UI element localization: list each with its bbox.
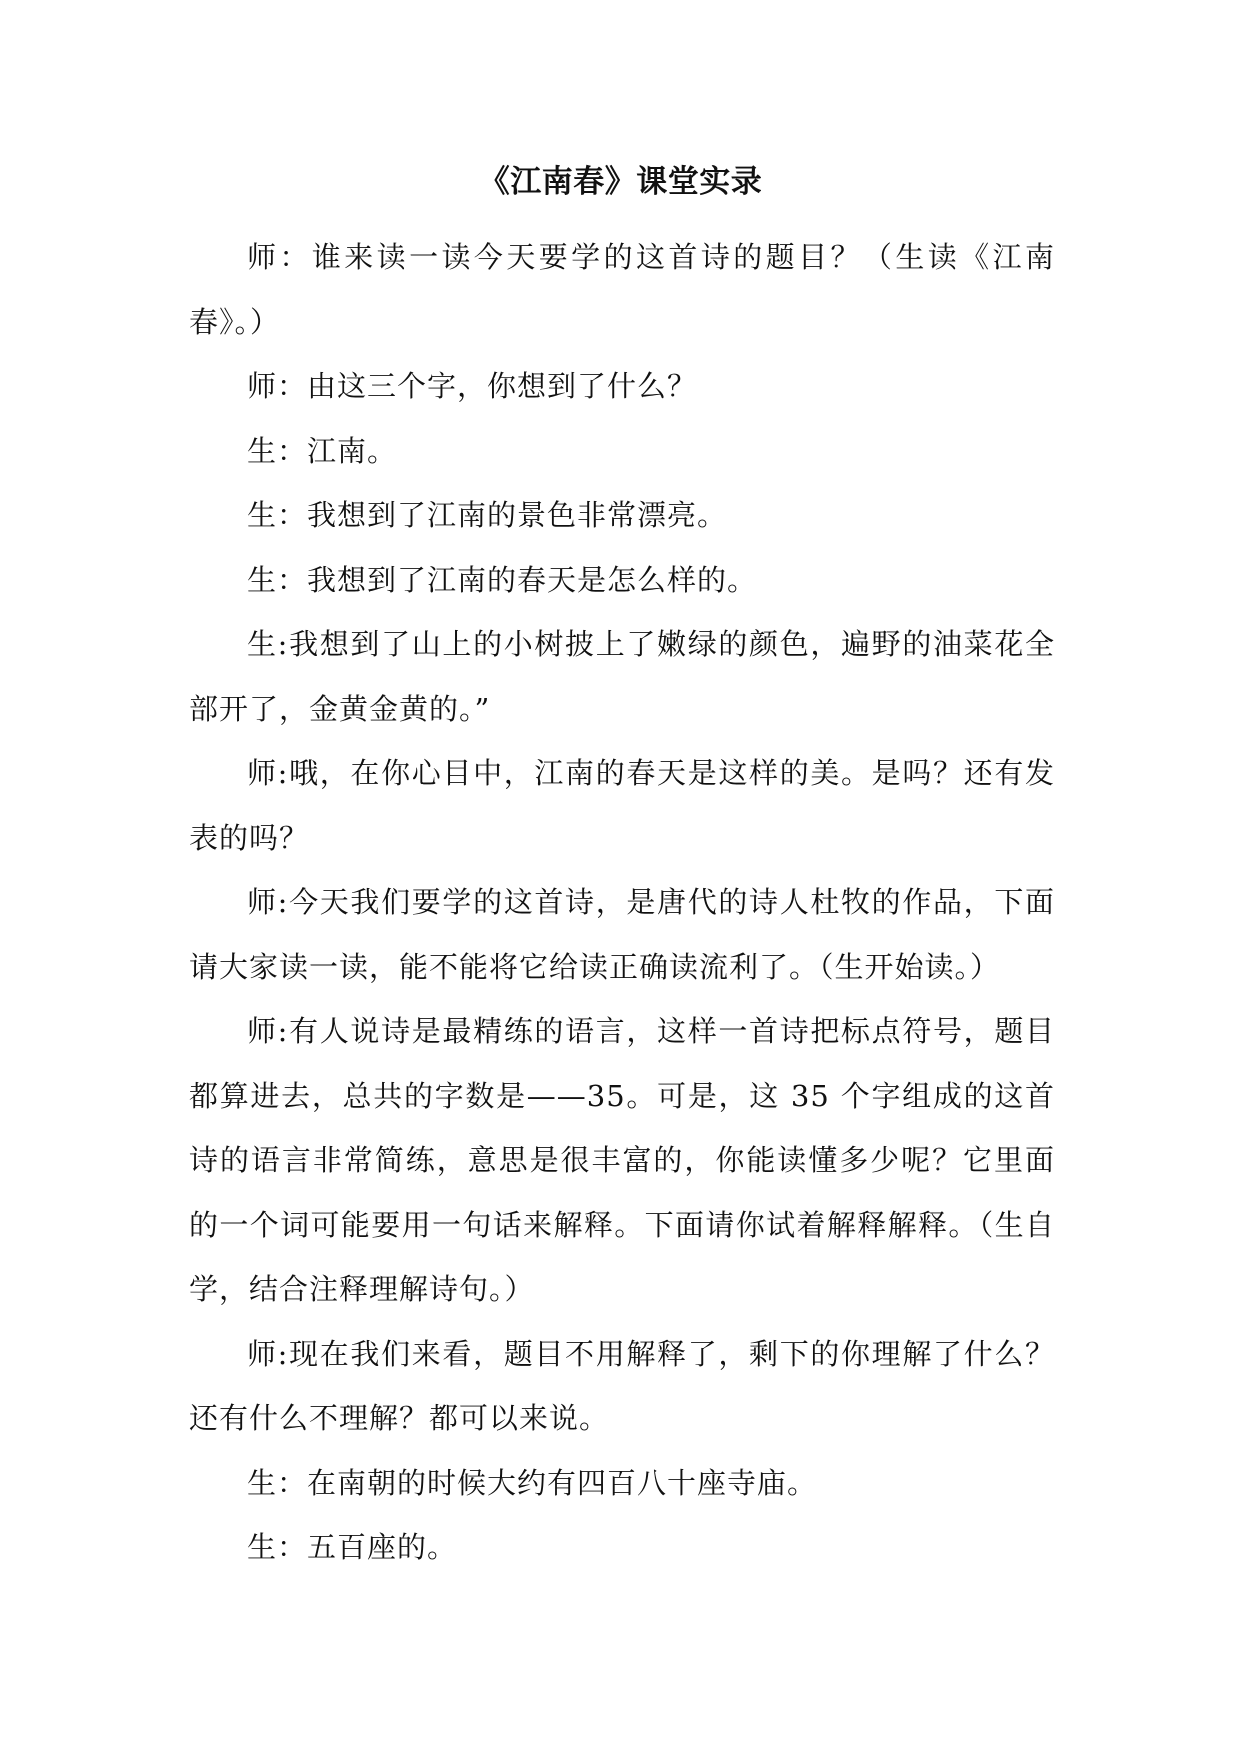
paragraph: 生：我想到了江南的景色非常漂亮。 bbox=[247, 498, 728, 532]
document-body bbox=[189, 225, 1055, 1580]
document-title: 《江南春》课堂实录 bbox=[478, 164, 763, 200]
paragraph: 师：谁来读一读今天要学的这首诗的题目？（生读《江南春》。） bbox=[189, 240, 1055, 339]
paragraph: 师:现在我们来看，题目不用解释了，剩下的你理解了什么？还有什么不理解？都可以来说。 bbox=[189, 1336, 1055, 1435]
paragraph: 生：五百座的。 bbox=[247, 1530, 458, 1564]
paragraph: 生：在南朝的时候大约有四百八十座寺庙。 bbox=[247, 1465, 818, 1500]
paragraph: 师:有人说诗是最精练的语言，这样一首诗把标点符号，题目都算进去，总共的字数是——35。可是，这 35 个字组成的这首诗的语言非常简练，意思是很丰富的，你能读懂多少呢？它里面的一个词可能要用一句话来解释。下面请你试着解释解释。（生自学，结合注释理解诗句。） bbox=[189, 1014, 1055, 1306]
paragraph: 师:哦，在你心目中，江南的春天是这样的美。是吗？还有发表的吗？ bbox=[189, 756, 1055, 855]
paragraph: 生：江南。 bbox=[247, 433, 398, 468]
paragraph: 生:我想到了山上的小树披上了嫩绿的颜色，遍野的油菜花全部开了，金黄金黄的。” bbox=[189, 627, 1055, 726]
paragraph: 生：我想到了江南的春天是怎么样的。 bbox=[247, 562, 758, 597]
paragraph: 师:今天我们要学的这首诗，是唐代的诗人杜牧的作品，下面请大家读一读，能不能将它给读正确读流利了。（生开始读。） bbox=[189, 885, 1055, 984]
paragraph: 师：由这三个字，你想到了什么？ bbox=[247, 369, 698, 403]
